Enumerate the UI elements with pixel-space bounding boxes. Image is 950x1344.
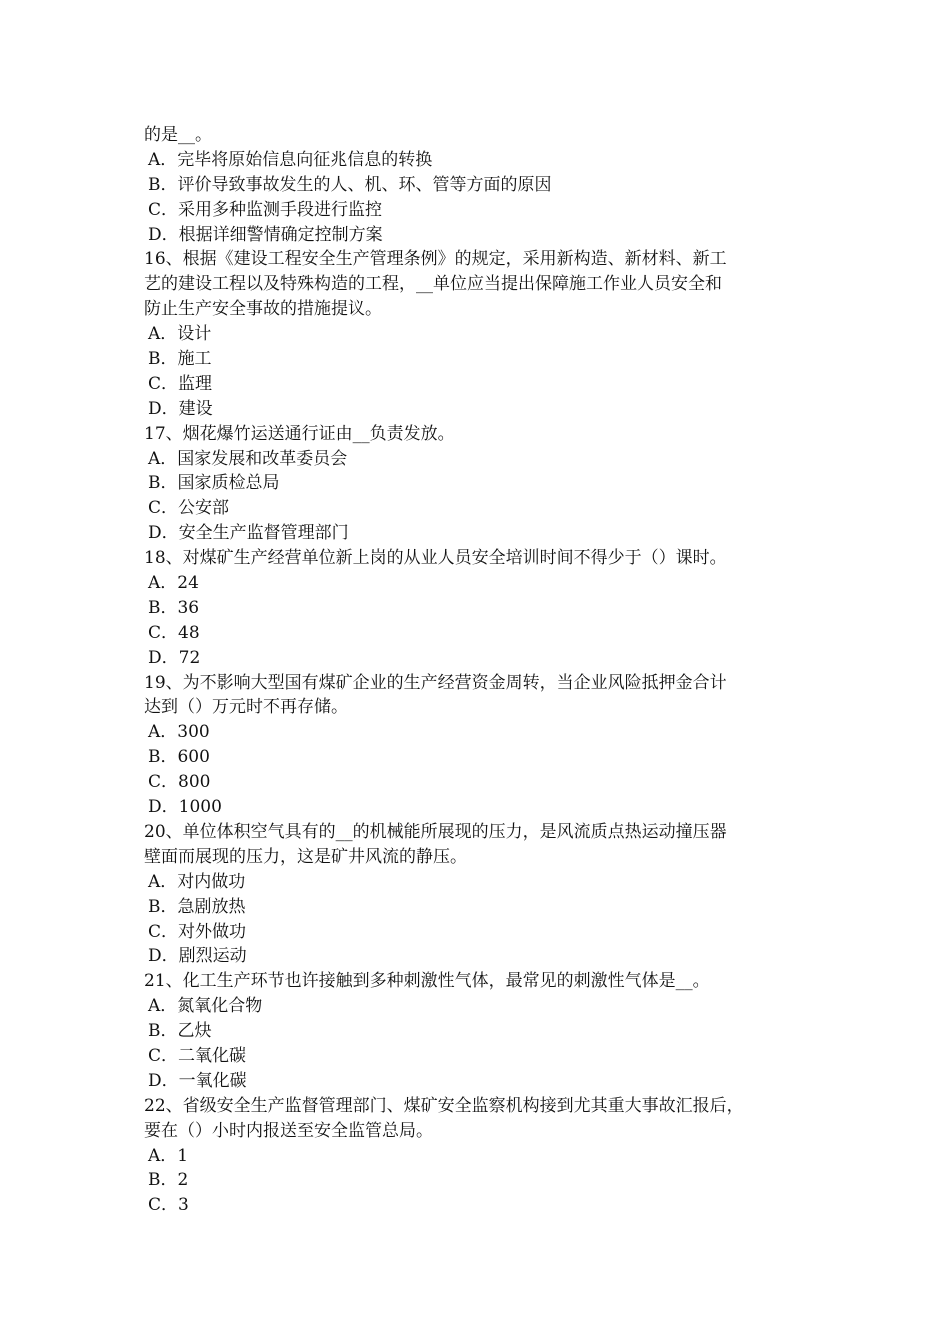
answer-option: A．24 xyxy=(148,573,199,594)
answer-option: A．氮氧化合物 xyxy=(148,996,263,1017)
document-body xyxy=(144,123,814,1218)
answer-option: D．72 xyxy=(148,647,201,668)
question-text-line: 17、烟花爆竹运送通行证由__负责发放。 xyxy=(144,423,455,444)
answer-option: D．建设 xyxy=(148,398,213,419)
question-text-line: 的是__。 xyxy=(144,125,212,145)
answer-option: D．剧烈运动 xyxy=(148,946,247,967)
answer-option: B．600 xyxy=(148,747,210,768)
question-text-line: 艺的建设工程以及特殊构造的工程，__单位应当提出保障施工作业人员安全和 xyxy=(144,274,722,295)
answer-option: C．对外做功 xyxy=(148,921,247,942)
question-text-line: 18、对煤矿生产经营单位新上岗的从业人员安全培训时间不得少于（）课时。 xyxy=(144,548,727,569)
answer-option: A．1 xyxy=(148,1145,189,1166)
answer-option: C．公安部 xyxy=(148,498,230,519)
question-text-line: 16、根据《建设工程安全生产管理条例》的规定，采用新构造、新材料、新工 xyxy=(144,249,727,270)
answer-option: B．评价导致事故发生的人、机、环、管等方面的原因 xyxy=(148,174,552,195)
answer-option: B．施工 xyxy=(148,349,212,370)
question-text-line: 21、化工生产环节也许接触到多种刺激性气体，最常见的刺激性气体是__。 xyxy=(144,971,710,992)
question-text-line: 防止生产安全事故的措施提议。 xyxy=(144,299,382,320)
answer-option: C．3 xyxy=(148,1195,189,1216)
question-text-line: 20、单位体积空气具有的__的机械能所展现的压力，是风流质点热运动撞压器 xyxy=(144,821,727,842)
answer-option: B．乙炔 xyxy=(148,1021,212,1042)
answer-option: B．36 xyxy=(148,597,200,618)
answer-option: B．2 xyxy=(148,1170,189,1191)
answer-option: A．300 xyxy=(148,722,210,743)
answer-option: C．二氧化碳 xyxy=(148,1045,247,1066)
answer-option: A．对内做功 xyxy=(148,871,246,892)
answer-option: A．完毕将原始信息向征兆信息的转换 xyxy=(148,149,433,170)
answer-option: C．48 xyxy=(148,622,200,643)
answer-option: D．1000 xyxy=(148,797,222,818)
answer-option: D．安全生产监督管理部门 xyxy=(148,523,349,544)
answer-option: B．国家质检总局 xyxy=(148,473,280,494)
answer-option: C．监理 xyxy=(148,373,213,394)
answer-option: C．采用多种监测手段进行监控 xyxy=(148,199,383,220)
answer-option: B．急剧放热 xyxy=(148,896,246,917)
answer-option: D．一氧化碳 xyxy=(148,1070,247,1091)
answer-option: D．根据详细警情确定控制方案 xyxy=(148,224,383,245)
question-text-line: 壁面而展现的压力，这是矿井风流的静压。 xyxy=(144,846,467,867)
answer-option: A．设计 xyxy=(148,324,212,345)
question-text-line: 要在（）小时内报送至安全监管总局。 xyxy=(144,1120,433,1141)
answer-option: C．800 xyxy=(148,772,211,793)
question-text-line: 22、省级安全生产监督管理部门、煤矿安全监察机构接到尤其重大事故汇报后， xyxy=(144,1095,744,1116)
answer-option: A．国家发展和改革委员会 xyxy=(148,448,348,469)
question-text-line: 19、为不影响大型国有煤矿企业的生产经营资金周转，当企业风险抵押金合计 xyxy=(144,672,727,693)
question-text-line: 达到（）万元时不再存储。 xyxy=(144,697,348,718)
